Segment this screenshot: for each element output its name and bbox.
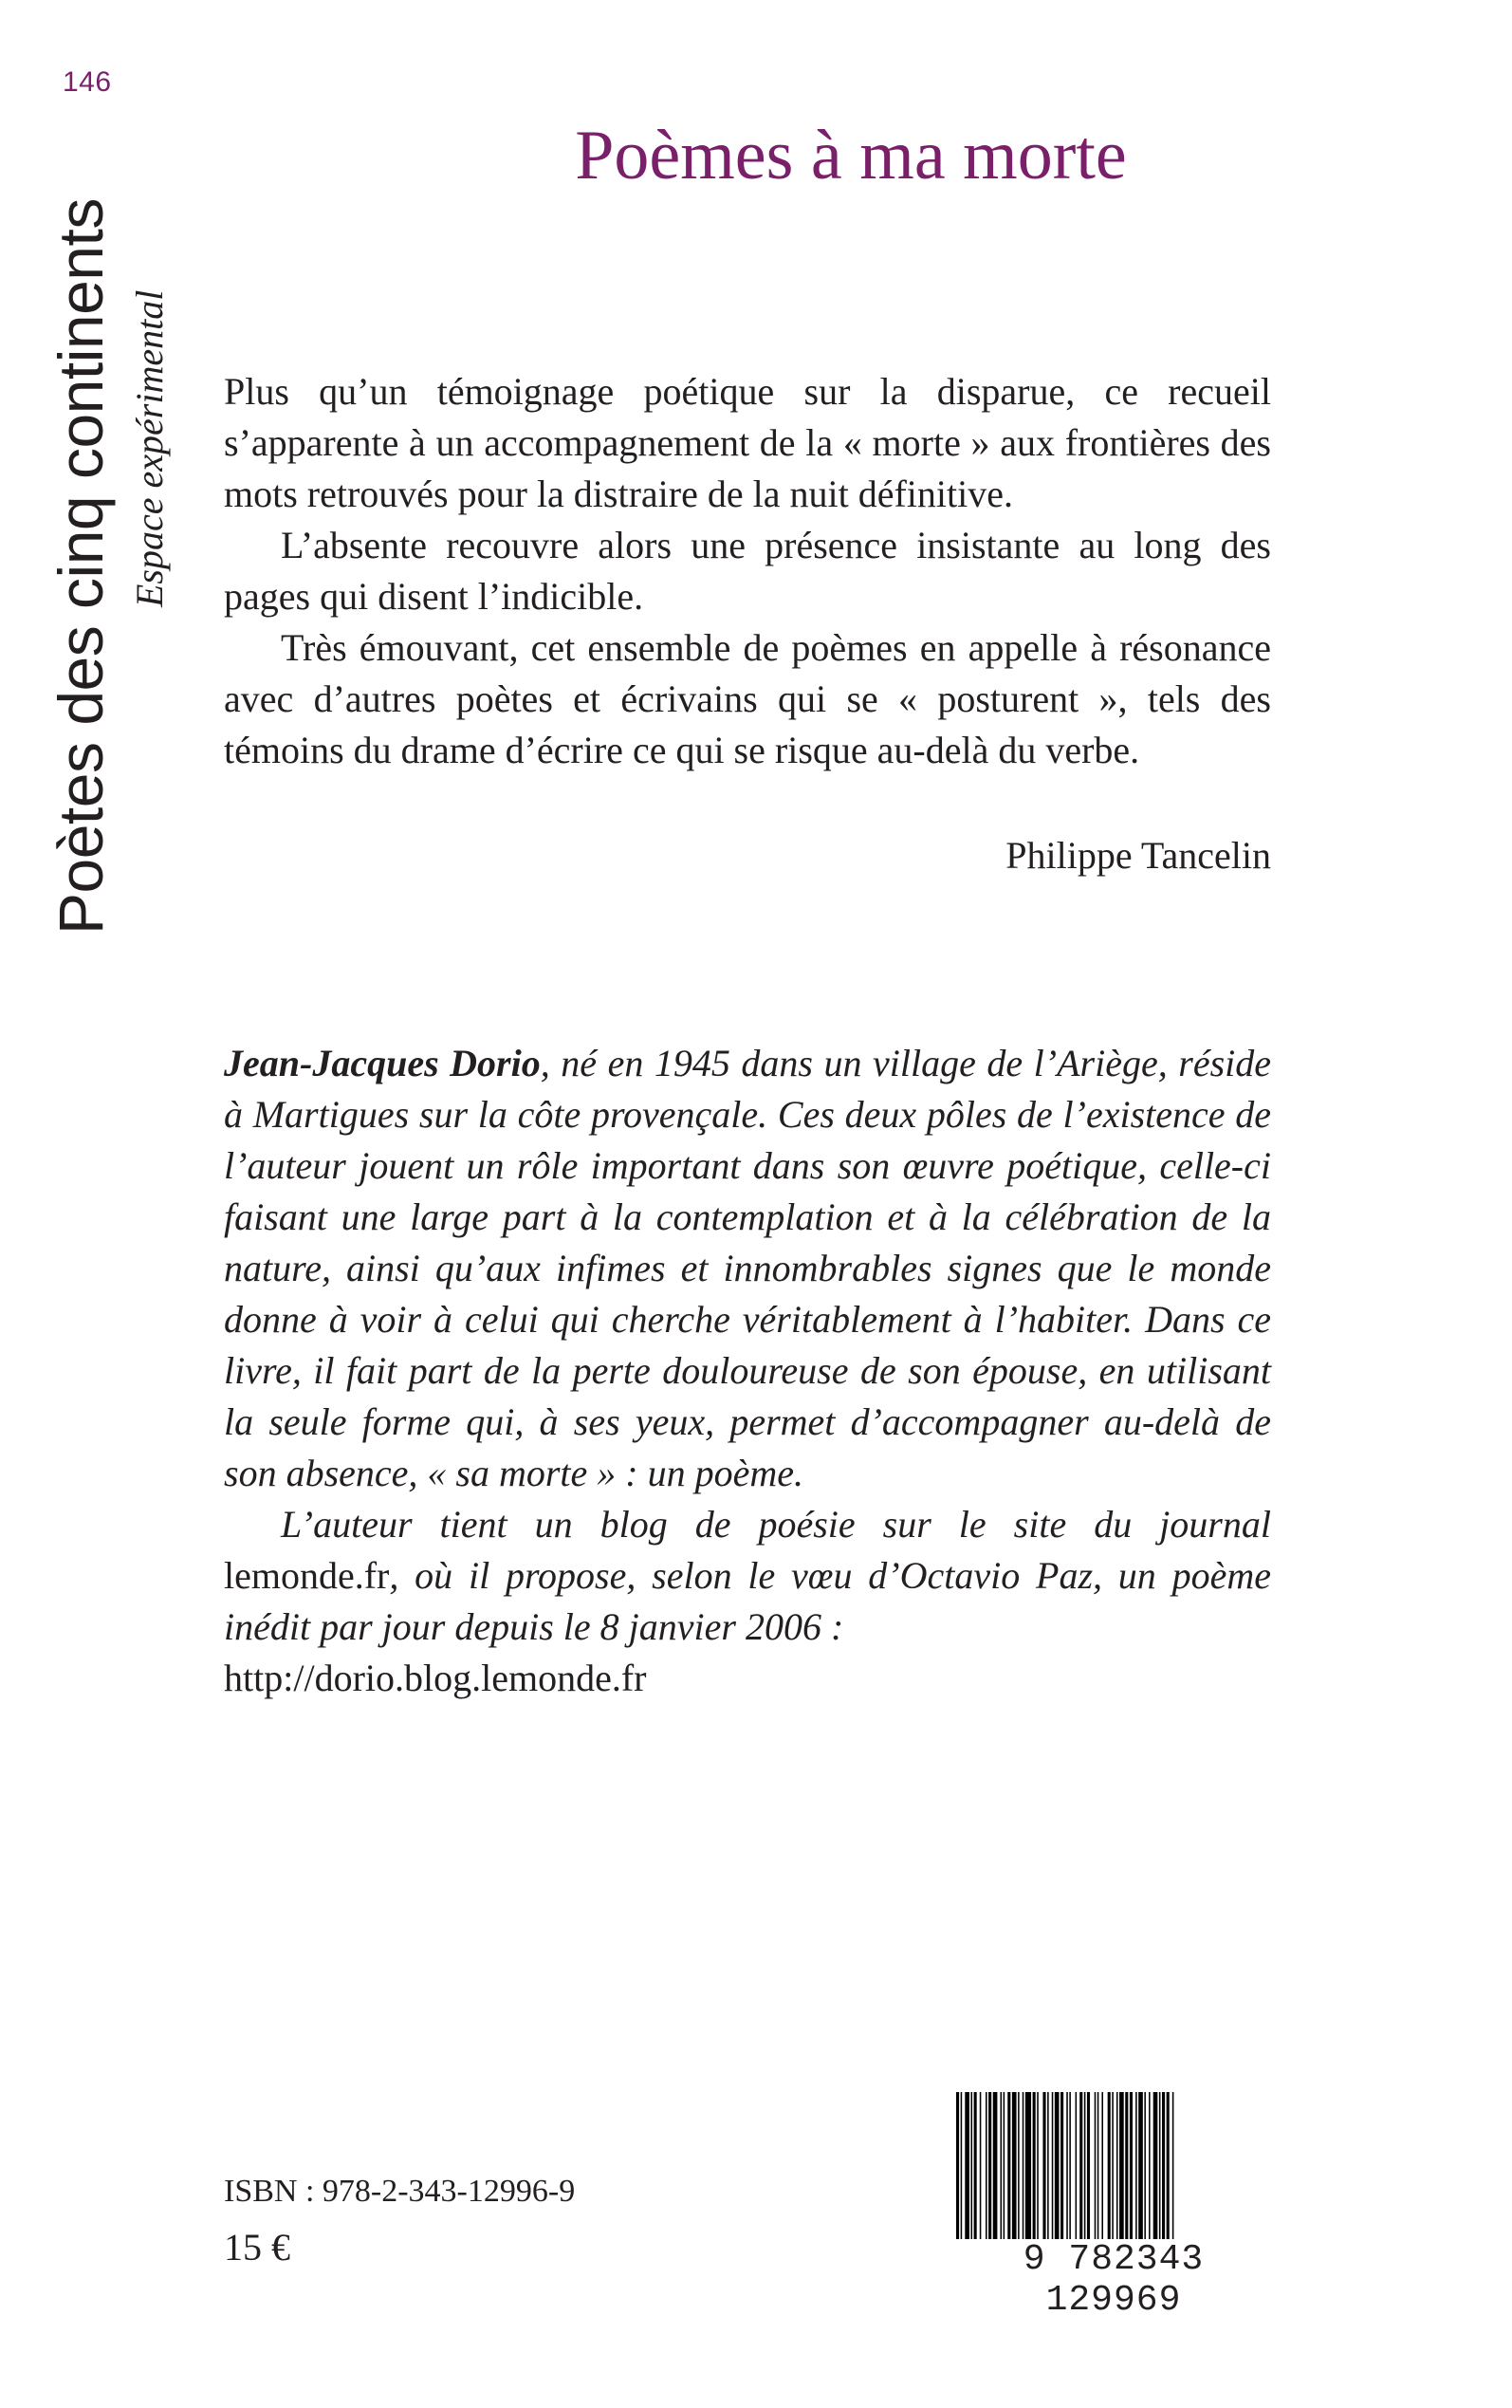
barcode-bar: [1076, 2092, 1078, 2244]
barcode-bar: [1007, 2092, 1010, 2244]
barcode-bar: [1084, 2092, 1086, 2244]
barcode-bar: [1130, 2092, 1133, 2244]
barcode-bar: [961, 2092, 963, 2244]
barcode-bar: [986, 2092, 987, 2244]
blurb-paragraph: Plus qu’un témoignage poétique sur la disparue, ce recueil s’apparente à un accompagnement de la « morte » aux frontières des mots retrouvés pour la distraire de la nuit définitive.: [224, 370, 1271, 515]
barcode-bar: [1047, 2092, 1049, 2244]
barcode-bar: [1119, 2092, 1124, 2244]
barcode-bar: [1079, 2092, 1082, 2244]
book-title: Poèmes à ma morte: [575, 117, 1127, 194]
barcode-bar: [1001, 2092, 1003, 2244]
barcode-bar: [1055, 2092, 1060, 2244]
barcode-bar: [988, 2092, 991, 2244]
barcode-bar: [1069, 2092, 1071, 2244]
barcode-bar: [965, 2092, 969, 2244]
barcode-bar: [1153, 2092, 1158, 2244]
barcode-bar: [1125, 2092, 1128, 2244]
blurb-paragraph: L’absente recouvre alors une présence insistante au long des pages qui disent l’indicible.: [224, 524, 1271, 618]
barcode-bar: [1095, 2092, 1097, 2244]
blog-site: lemonde.fr: [224, 1554, 390, 1597]
series-number: 146: [63, 66, 112, 98]
barcode-bar: [1159, 2092, 1161, 2244]
barcode-bar: [1116, 2092, 1118, 2244]
barcode-bar: [1138, 2092, 1143, 2244]
author-name: Jean-Jacques Dorio: [224, 1042, 541, 1084]
bio-text: L’auteur tient un blog de poésie sur le site du journal: [281, 1503, 1271, 1546]
barcode-bar: [1149, 2092, 1151, 2244]
barcode-bar: [1087, 2092, 1090, 2244]
barcode-bar: [1018, 2092, 1020, 2244]
barcode-bar: [1060, 2092, 1063, 2244]
barcode-bar: [971, 2092, 973, 2244]
isbn: ISBN : 978-2-343-12996-9: [224, 2174, 576, 2209]
barcode-bar: [1167, 2092, 1170, 2244]
barcode-bar: [1037, 2092, 1039, 2244]
bio-paragraph: [224, 1038, 1271, 1499]
barcode-bar: [1101, 2092, 1103, 2244]
barcode-bar: [1012, 2092, 1017, 2244]
barcode-bar: [1097, 2092, 1099, 2244]
barcode-bar: [1042, 2092, 1045, 2244]
series-title: Poètes des cinq continents: [46, 198, 116, 935]
barcode-bar: [1162, 2092, 1165, 2244]
barcode-digits: 9 782343 129969: [952, 2239, 1275, 2321]
barcode-bar: [1066, 2092, 1068, 2244]
barcode-bar: [980, 2092, 982, 2244]
bio-paragraph: [224, 1499, 1271, 1704]
blog-url[interactable]: http://dorio.blog.lemonde.fr: [224, 1657, 647, 1699]
author-bio: [224, 1038, 1271, 1704]
barcode-bar: [956, 2092, 959, 2244]
barcode-bar: [1108, 2092, 1111, 2244]
blurb-paragraph: Très émouvant, cet ensemble de poèmes en appelle à résonance avec d’autres poètes et écrivains qui se « posturent », tels des témoins du drame d’écrire ce qui se risque au-delà du verbe.: [224, 626, 1271, 771]
barcode-bar: [1033, 2092, 1036, 2244]
barcode-bar: [974, 2092, 977, 2244]
bio-text: , né en 1945 dans un village de l’Ariège, réside à Martigues sur la côte provençale. Ces deux pôles de l’existence de l’auteur jouent un rôle important dans son œuvre poétique, celle-ci faisant une large part à la contemplation et à la célébration de la nature, ainsi qu’aux infimes et innombrables signes que le monde donne à voir à celui qui cherche véritablement à l’habiter. Dans ce livre, il fait part de la perte douloureuse de son épouse, en utilisant la seule forme qui, à ses yeux, permet d’accompagner au-delà de son absence, « sa morte » : un poème.: [224, 1042, 1272, 1494]
blurb: [224, 366, 1271, 776]
barcode-bar: [1112, 2092, 1114, 2244]
blurb-signature: Philippe Tancelin: [1005, 834, 1271, 877]
barcode-bar: [1172, 2092, 1174, 2244]
barcode-bar: [1052, 2092, 1054, 2244]
barcode-bar: [1004, 2092, 1005, 2244]
barcode-bar: [1144, 2092, 1146, 2244]
bio-text: , où il propose, selon le vœu d’Octavio Paz, un poème inédit par jour depuis le 8 janvier 2006 :: [224, 1554, 1271, 1648]
barcode-bar: [1023, 2092, 1024, 2244]
barcode-bar: [993, 2092, 998, 2244]
barcode-bar: [1135, 2092, 1137, 2244]
series-subtitle: Espace expérimental: [128, 289, 171, 607]
price: 15 €: [224, 2226, 290, 2269]
barcode-bar: [1025, 2092, 1031, 2244]
